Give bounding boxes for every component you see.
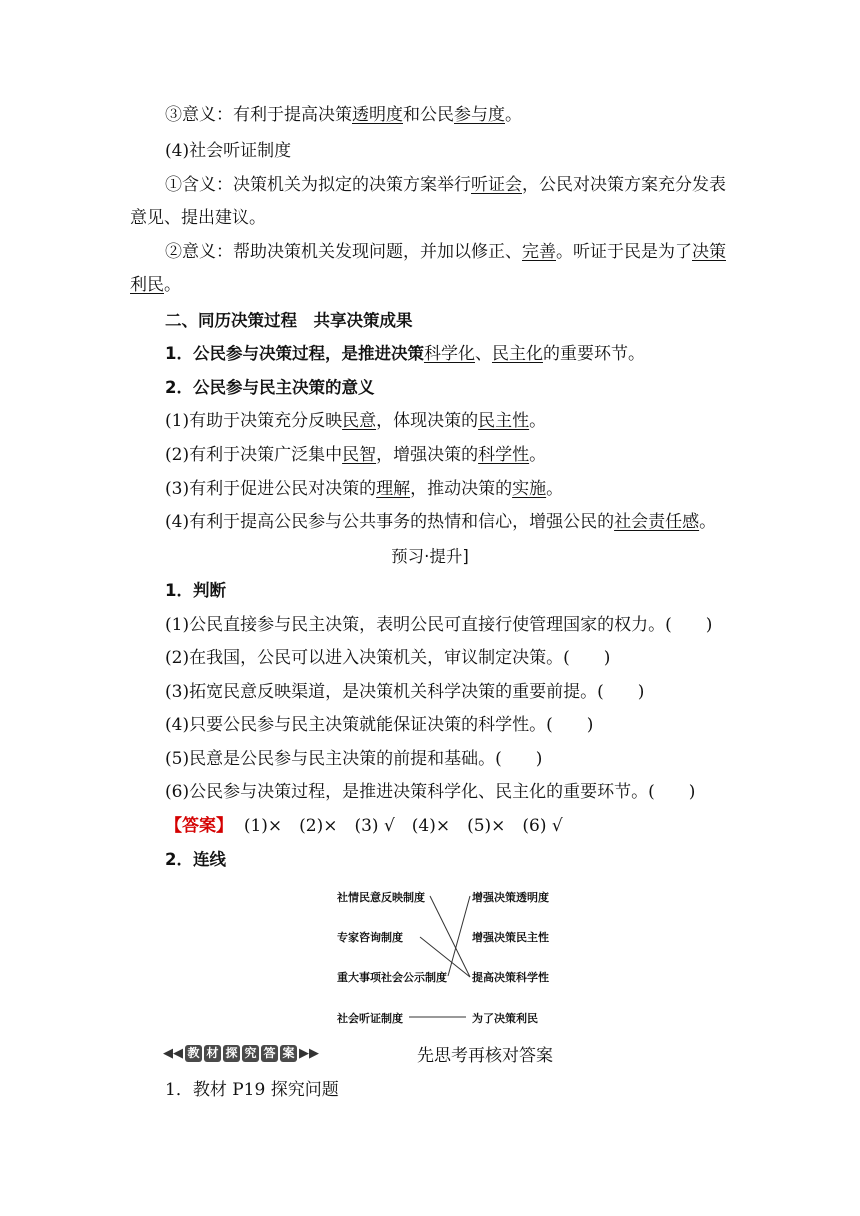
diagram-right-4: 为了决策利民	[472, 1012, 538, 1025]
judge-heading: 1．判断	[165, 581, 226, 600]
explore-question-heading: 1．教材 P19 探究问题	[165, 1080, 339, 1100]
hearing-definition-cont: 意见、提出建议。	[130, 208, 266, 228]
diagram-right-2: 增强决策民主性	[472, 931, 549, 944]
hearing-meaning-line: ②意义：帮助决策机关发现问题，并加以修正、完善。听证于民是为了决策	[165, 242, 726, 262]
question-6: (6)公民参与决策过程，是推进决策科学化、民主化的重要环节。( )	[165, 782, 696, 802]
banner-char: 答	[261, 1045, 278, 1062]
hearing-definition-line: ①含义：决策机关为拟定的决策方案举行听证会，公民对决策方案充分发表	[165, 175, 726, 195]
double-right-arrow-icon: ▶▶	[299, 1045, 319, 1061]
diagram-left-4: 社会听证制度	[337, 1012, 403, 1025]
banner-char: 材	[204, 1045, 221, 1062]
meaning-item-2: (2)有利于决策广泛集中民智，增强决策的科学性。	[165, 445, 547, 465]
meaning-line: ③意义：有利于提高决策透明度和公民参与度。	[165, 105, 522, 125]
preview-heading: 预习·提升]	[391, 547, 469, 566]
banner-right-text: 先思考再核对答案	[417, 1046, 553, 1066]
diagram-left-1: 社情民意反映制度	[337, 891, 425, 904]
point-1: 1．公民参与决策过程，是推进决策科学化、民主化的重要环节。	[165, 344, 645, 364]
answer-text: (1)× (2)× (3) √ (4)× (5)× (6) √	[243, 816, 563, 836]
banner-char: 教	[185, 1045, 202, 1062]
double-left-arrow-icon: ◀◀	[163, 1045, 183, 1061]
question-1: (1)公民直接参与民主决策，表明公民可直接行使管理国家的权力。( )	[165, 615, 713, 635]
question-3: (3)拓宽民意反映渠道，是决策机关科学决策的重要前提。( )	[165, 682, 645, 702]
question-2: (2)在我国，公民可以进入决策机关，审议制定决策。( )	[165, 648, 611, 668]
question-5: (5)民意是公民参与民主决策的前提和基础。( )	[165, 749, 543, 769]
diagram-right-3: 提高决策科学性	[472, 971, 549, 984]
connector-3	[448, 896, 470, 976]
textbook-answer-banner	[163, 1044, 319, 1062]
banner-char: 案	[280, 1045, 297, 1062]
point-2-heading: 2．公民参与民主决策的意义	[165, 378, 375, 397]
hearing-meaning-cont: 利民。	[130, 275, 181, 295]
meaning-item-3: (3)有利于促进公民对决策的理解，推动决策的实施。	[165, 479, 564, 499]
question-4: (4)只要公民参与民主决策就能保证决策的科学性。( )	[165, 715, 594, 735]
section-heading-2: 二、同历决策过程 共享决策成果	[165, 311, 413, 330]
matching-heading: 2．连线	[165, 850, 226, 869]
connector-1	[430, 896, 470, 977]
meaning-item-4: (4)有利于提高公民参与公共事务的热情和信心，增强公民的社会责任感。	[165, 512, 717, 532]
meaning-item-1: (1)有助于决策充分反映民意，体现决策的民主性。	[165, 411, 547, 431]
answer-tag: 【答案】	[165, 816, 233, 836]
banner-char: 探	[223, 1045, 240, 1062]
diagram-left-2: 专家咨询制度	[337, 931, 403, 944]
diagram-left-3: 重大事项社会公示制度	[337, 971, 447, 984]
hearing-system-heading: (4)社会听证制度	[165, 141, 292, 161]
diagram-right-1: 增强决策透明度	[472, 891, 549, 904]
banner-char: 究	[242, 1045, 259, 1062]
connector-2	[420, 937, 470, 977]
